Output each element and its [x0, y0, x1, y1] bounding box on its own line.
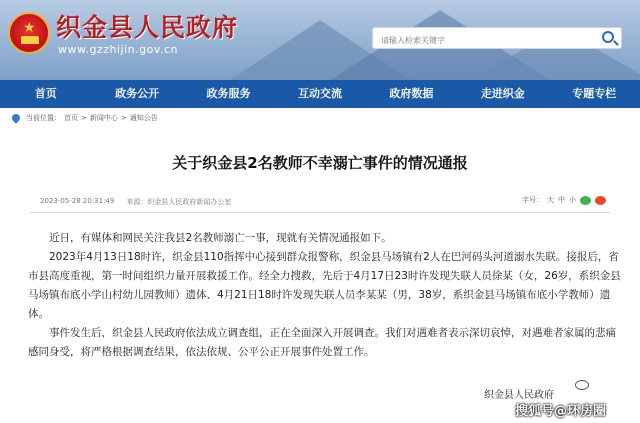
sohu-watermark-icon [575, 380, 589, 390]
nav-item-about[interactable]: 走进织金 [480, 87, 525, 100]
main-nav [0, 80, 640, 108]
breadcrumb-item-home[interactable]: 首页 [64, 114, 78, 122]
article-signature: 织金县人民政府 [484, 390, 554, 401]
breadcrumb [12, 113, 158, 123]
nav-item-affairs-open[interactable]: 政务公开 [115, 87, 160, 100]
nav-item-data[interactable]: 政府数据 [389, 87, 434, 100]
breadcrumb-item-notices[interactable]: 通知公告 [129, 114, 158, 122]
breadcrumb-prefix: 当前位置： [26, 114, 61, 122]
article-paragraph: 2023年4月13日18时许，织金县110指挥中心接到群众报警称，织金县马场镇有2人在巴河码头河道溺水失联。接报后，省市县高度重视，第一时间组织力量开展救援工作。经全力搜救，先后于4月17日23时许发现失联人员徐某（女，26岁，系织金县马场镇布底小学山村幼儿园教师）遗体、4月21日18时许发现失联人员李某某（男，38岁，系织金县马场镇布底小学教师）遗体。 [28, 251, 621, 320]
article-paragraph: 近日，有媒体和网民关注我县2名教师溺亡一事，现就有关情况通报如下。 [49, 232, 392, 244]
font-size-small[interactable]: 小 [569, 196, 576, 204]
nav-item-interaction[interactable]: 互动交流 [297, 87, 342, 100]
search-icon[interactable] [602, 31, 614, 43]
breadcrumb-item-news[interactable]: 新闻中心 [89, 114, 118, 122]
watermark-text: 搜狐号@环房圈 [515, 404, 607, 419]
search-input[interactable] [373, 31, 583, 51]
site-url: www.gzzhijin.gov.cn [58, 43, 178, 56]
font-size-medium[interactable]: 中 [558, 196, 565, 204]
nav-item-topics[interactable]: 专题专栏 [572, 87, 617, 100]
article-source: 来源：织金县人民政府新闻办公室 [126, 198, 232, 206]
breadcrumb-separator: > [81, 114, 87, 122]
location-pin-icon [10, 112, 21, 123]
font-size-label: 字号： [522, 196, 543, 204]
article-tools [522, 195, 606, 205]
weibo-share-icon[interactable] [595, 196, 606, 205]
article-title: 关于织金县2名教师不幸溺亡事件的情况通报 [172, 154, 468, 172]
article-paragraph: 事件发生后，织金县人民政府依法成立调查组，正在全面深入开展调查。我们对遇难者表示深切哀悼，对遇难者家属的悲痛感同身受，将严格根据调查结果，依法依规、公平公正开展事件处置工作。 [28, 327, 616, 358]
divider [30, 212, 610, 213]
nav-item-services[interactable]: 政务服务 [206, 87, 251, 100]
breadcrumb-separator: > [120, 114, 127, 122]
font-size-large[interactable]: 大 [547, 196, 554, 204]
article-date: 2023-05-28 20:31:49 [40, 197, 115, 205]
national-emblem-icon: ★ [8, 12, 50, 54]
site-title[interactable]: 织金县人民政府 [56, 13, 239, 42]
search-box[interactable] [372, 27, 622, 49]
header-banner [0, 0, 640, 80]
wechat-share-icon[interactable] [580, 196, 591, 205]
nav-item-home[interactable]: 首页 [34, 87, 57, 100]
article-meta [40, 197, 231, 207]
